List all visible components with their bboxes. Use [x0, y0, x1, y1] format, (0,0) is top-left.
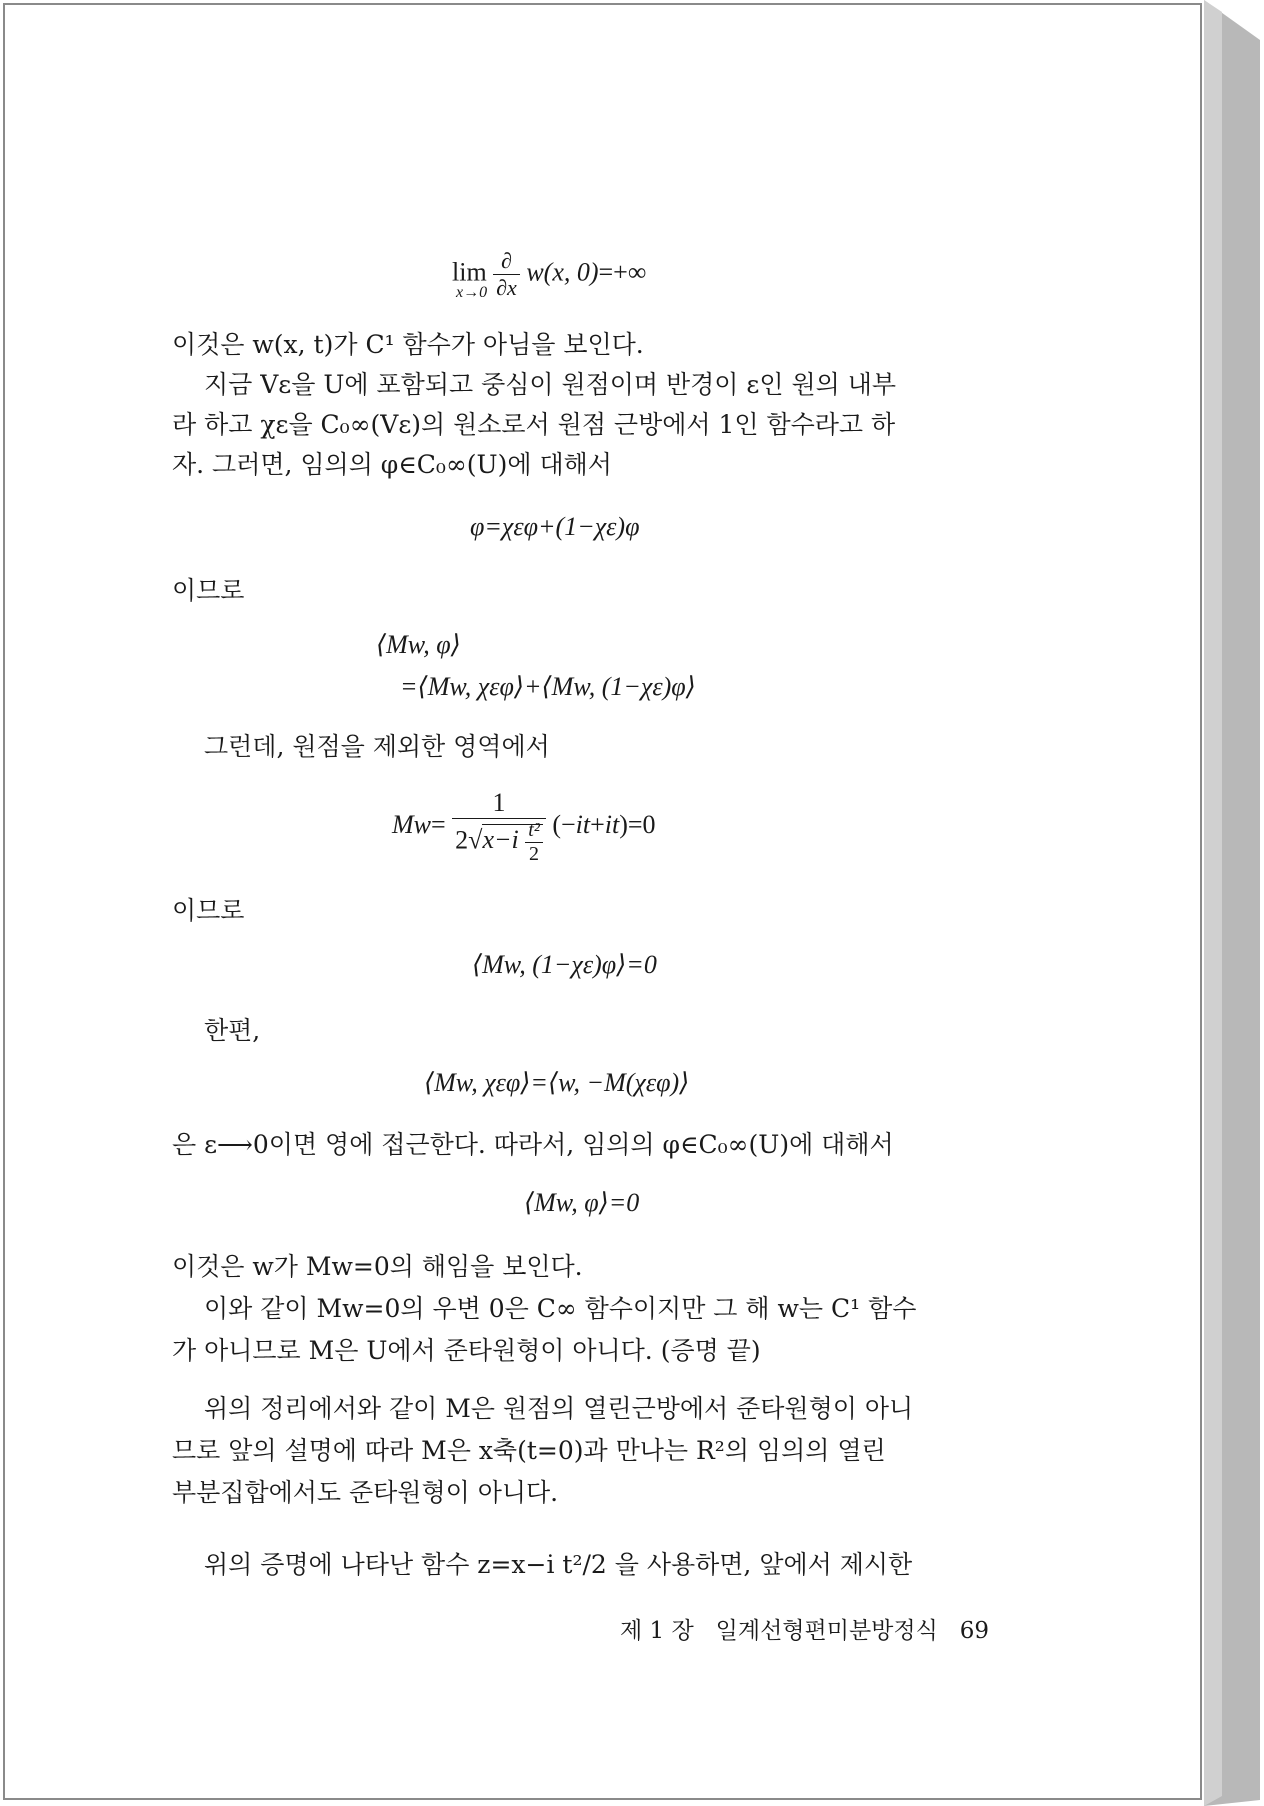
text-line: 가 아니므로 M은 U에서 준타원형이 아니다. (증명 끝) [172, 1336, 761, 1365]
text-line: 라 하고 χε을 C₀∞(Vε)의 원소로서 원점 근방에서 1인 함수라고 하 [172, 410, 896, 439]
text-line: 이것은 w가 Mw=0의 해임을 보인다. [172, 1252, 583, 1281]
chapter-title: 일계선형편미분방정식 [715, 1618, 938, 1644]
text-line: 이므로 [172, 576, 245, 605]
text-line: 므로 앞의 설명에 따라 M은 x축(t=0)과 만나는 R²의 임의의 열린 [172, 1436, 886, 1465]
book-spine [1204, 0, 1260, 1806]
page-number: 69 [959, 1618, 990, 1644]
mw-formula: Mw= 1 2√x−i $\frac{\text{t²}}{2}$ (−it+it)=0 [392, 788, 656, 865]
pairing-final-equation: ⟨Mw, φ⟩=0 [524, 1188, 640, 1217]
text-line: 이므로 [172, 896, 245, 925]
text-line: 위의 증명에 나타난 함수 z=x−i t²/2 을 사용하면, 앞에서 제시한 [204, 1550, 913, 1579]
chapter-label: 제 1 장 [620, 1618, 694, 1644]
text-line: 그런데, 원점을 제외한 영역에서 [204, 732, 550, 761]
text-line: 부분집합에서도 준타원형이 아니다. [172, 1478, 559, 1507]
text-line: 은 ε⟶0이면 영에 접근한다. 따라서, 임의의 φ∈C₀∞(U)에 대해서 [172, 1130, 894, 1159]
decomposition-equation: φ=χεφ+(1−χε)φ [470, 512, 640, 541]
text-line: 이것은 w(x, t)가 C¹ 함수가 아님을 보인다. [172, 330, 644, 359]
pairing-zero-equation: ⟨Mw, (1−χε)φ⟩=0 [472, 950, 657, 979]
text-line: 위의 정리에서와 같이 M은 원점의 열린근방에서 준타원형이 아니 [204, 1394, 914, 1423]
text-line: 지금 Vε을 U에 포함되고 중심이 원점이며 반경이 ε인 원의 내부 [204, 370, 896, 399]
text-line: 한편, [204, 1016, 261, 1045]
limit-equation: lim $\frac{\partial}{\partial x}$ w(x, 0)=+∞ x→0 [452, 248, 647, 301]
text-line: 자. 그러면, 임의의 φ∈C₀∞(U)에 대해서 [172, 450, 612, 479]
pairing-equation-line1: ⟨Mw, φ⟩ [376, 630, 461, 659]
page-footer [620, 1612, 989, 1645]
pairing-chi-equation: ⟨Mw, χεφ⟩=⟨w, −M(χεφ)⟩ [424, 1068, 690, 1097]
text-line: 이와 같이 Mw=0의 우변 0은 C∞ 함수이지만 그 해 w는 C¹ 함수 [204, 1294, 917, 1323]
pairing-equation-line2: =⟨Mw, χεφ⟩+⟨Mw, (1−χε)φ⟩ [400, 672, 696, 701]
